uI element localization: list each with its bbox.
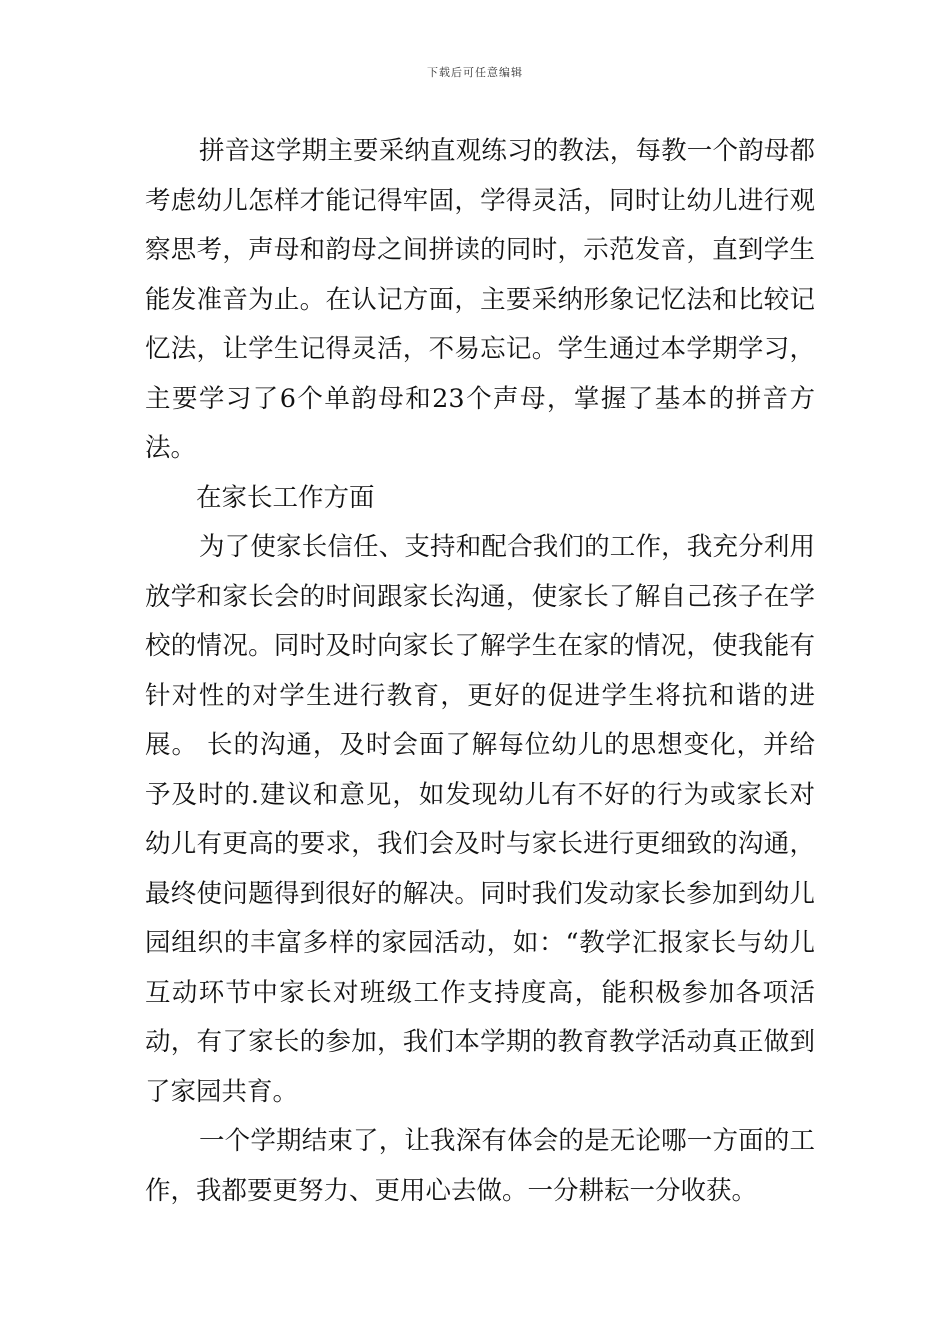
paragraph-parents: 为了使家长信任、支持和配合我们的工作，我充分利用放学和家长会的时间跟家长沟通，使家长了解自己孩子在学校的情况。同时及时向家长了解学生在家的情况，使我能有针对性的对学生进行教育，更好的促进学生将抗和谐的进展。 长的沟通，及时会面了解每位幼儿的思想变化，并给予及时的.建议和意见，如发现幼儿有不好的行为或家长对幼儿有更高的要求，我们会及时与家长进行更细致的沟通，最终使问题得到很好的解决。同时我们发动家长参加到幼儿园组织的丰富多样的家园活动，如：“教学汇报家长与幼儿互动环节中家长对班级工作支持度高，能积极参加各项活动，有了家长的参加，我们本学期的教育教学活动真正做到了家园共育。 bbox=[145, 532, 815, 1107]
paragraph-conclusion: 一个学期结束了，让我深有体会的是无论哪一方面的工作，我都要更努力、更用心去做。一分耕耘一分收获。 bbox=[145, 1126, 815, 1206]
document-body bbox=[145, 127, 815, 1216]
page-header: 下载后可任意编辑 bbox=[427, 66, 523, 79]
section-heading-parents: 在家长工作方面 bbox=[196, 482, 375, 513]
paragraph-pinyin: 拼音这学期主要采纳直观练习的教法，每教一个韵母都考虑幼儿怎样才能记得牢固，学得灵活，同时让幼儿进行观察思考，声母和韵母之间拼读的同时，示范发音，直到学生能发准音为止。在认记方面，主要采纳形象记忆法和比较记忆法，让学生记得灵活，不易忘记。学生通过本学期学习，主要学习了6个单韵母和23个声母，掌握了基本的拼音方法。 bbox=[145, 136, 815, 463]
